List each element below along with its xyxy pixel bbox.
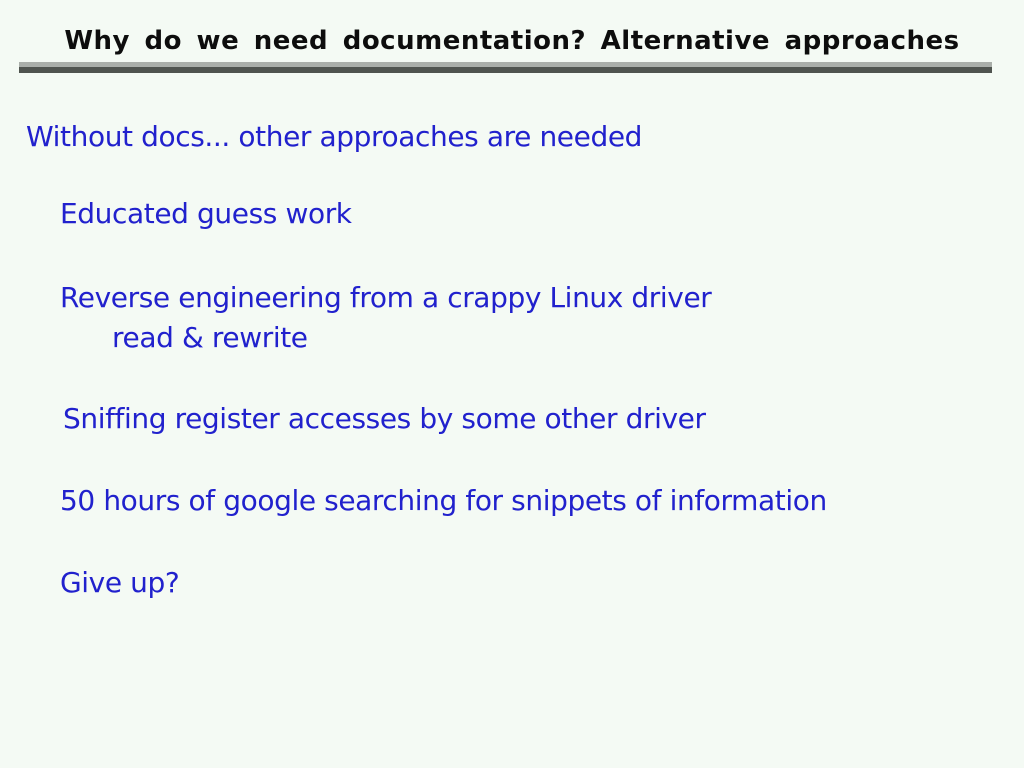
title-divider-rule	[19, 62, 992, 73]
slide-text-intro: Without docs... other approaches are needed	[26, 120, 643, 153]
slide-title: Why do we need documentation? Alternative approaches	[64, 26, 960, 56]
slide-text-educated-guess: Educated guess work	[60, 197, 352, 230]
slide-text-google-searching: 50 hours of google searching for snippets of information	[60, 484, 827, 517]
slide-text-sniffing-registers: Sniffing register accesses by some other driver	[63, 402, 706, 435]
slide-text-give-up: Give up?	[60, 566, 180, 599]
slide-text-reverse-engineering: Reverse engineering from a crappy Linux driver	[60, 281, 712, 314]
slide-text-read-rewrite: read & rewrite	[112, 321, 308, 354]
